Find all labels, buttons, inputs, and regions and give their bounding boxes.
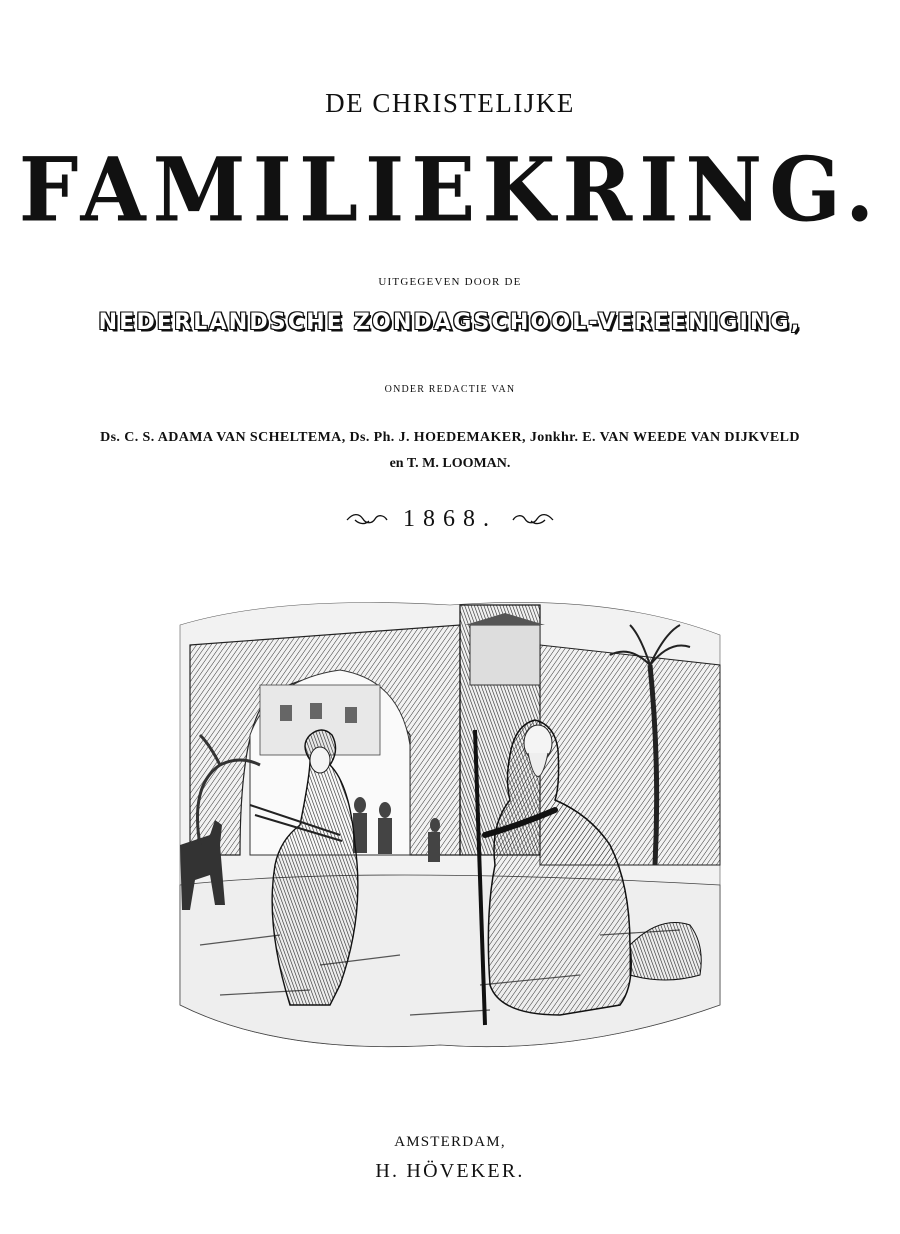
editorship-line: ONDER REDACTIE VAN (384, 384, 516, 395)
subtitle: DE CHRISTELIJKE (325, 88, 575, 118)
society-name: NEDERLANDSCHE ZONDAGSCHOOL-VEREENIGING, (98, 310, 802, 335)
publisher-name: H. HÖVEKER. (375, 1160, 525, 1182)
year-row (0, 506, 900, 533)
flourish-right-icon (511, 511, 555, 529)
publication-city: AMSTERDAM, (394, 1134, 506, 1150)
flourish-left-icon (345, 511, 389, 529)
editors-line-1: Ds. C. S. ADAMA VAN SCHELTEMA, Ds. Ph. J. HOEDEMAKER, Jonkhr. E. VAN WEEDE VAN DIJKVELD (100, 430, 800, 445)
main-title: FAMILIEKRING. (18, 137, 882, 242)
issued-by: UITGEGEVEN DOOR DE (378, 276, 522, 288)
engraving-illustration-icon (160, 585, 740, 1075)
editors-line-2: en T. M. LOOMAN. (389, 456, 511, 471)
year: 1868. (403, 506, 497, 532)
